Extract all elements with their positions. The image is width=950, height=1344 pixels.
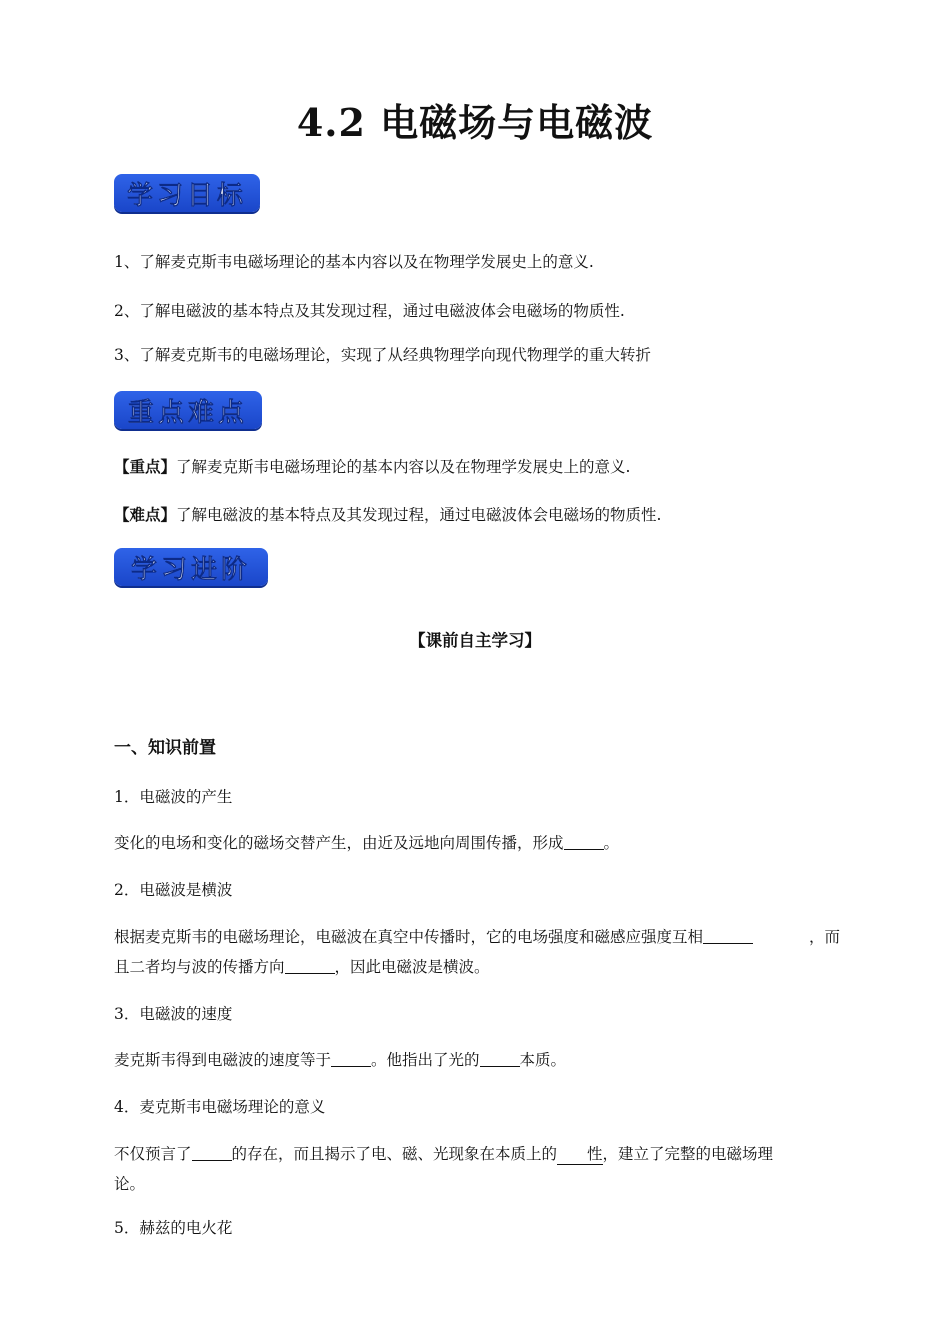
part1-heading: 一、知识前置 (114, 738, 216, 758)
item2-text-a: 根据麦克斯韦的电磁场理论，电磁波在真空中传播时，它的电场强度和磁感应强度互相 (114, 928, 704, 946)
item4-text-line1 (114, 1139, 840, 1169)
fill-blank[interactable] (564, 831, 604, 850)
item3-title: 3．电磁波的速度 (114, 1005, 233, 1023)
item2-text-line2 (114, 952, 840, 982)
objectives-badge: 学习目标 (114, 174, 260, 212)
fill-blank[interactable] (285, 955, 335, 974)
difficulty-line (114, 500, 840, 530)
item3-text-c: 本质。 (519, 1051, 567, 1069)
item3-text-a: 麦克斯韦得到电磁波的速度等于 (114, 1051, 332, 1069)
item4-text-a: 不仅预言了 (114, 1145, 192, 1163)
fill-blank[interactable] (703, 925, 753, 944)
item4-text-line2: 论。 (114, 1175, 146, 1193)
item1-text-b: 。 (603, 834, 620, 852)
item1-text-a: 变化的电场和变化的磁场交替产生，由近及远地向周围传播，形成 (114, 834, 564, 852)
fill-blank[interactable] (480, 1048, 520, 1067)
item2-text-c: 且二者均与波的传播方向 (114, 958, 285, 976)
item2-text-line1 (114, 922, 840, 952)
difficulty-label: 【难点】 (114, 505, 177, 524)
item2-text-d: ，因此电磁波是横波。 (334, 958, 490, 976)
section-title: 【课前自主学习】 (409, 631, 541, 650)
objective-3: 3、了解麦克斯韦的电磁场理论，实现了从经典物理学向现代物理学的重大转折 (114, 346, 651, 364)
fill-blank-with-suffix[interactable]: 性 (557, 1144, 603, 1165)
item5-title: 5．赫兹的电火花 (114, 1219, 233, 1237)
item3-text (114, 1045, 840, 1075)
difficulty-text: 了解电磁波的基本特点及其发现过程，通过电磁波体会电磁场的物质性. (176, 506, 662, 524)
key-points-badge: 重点难点 (114, 391, 262, 429)
page-title: 4.2 电磁场与电磁波 (296, 100, 654, 145)
item4-title: 4．麦克斯韦电磁场理论的意义 (114, 1098, 326, 1116)
focus-text: 了解麦克斯韦电磁场理论的基本内容以及在物理学发展史上的意义. (176, 458, 631, 476)
item3-text-b: 。他指出了光的 (371, 1051, 480, 1069)
item4-text-b: 的存在，而且揭示了电、磁、光现象在本质上的 (231, 1145, 558, 1163)
fill-blank[interactable] (331, 1048, 371, 1067)
focus-line (114, 452, 840, 482)
objective-1: 1、了解麦克斯韦电磁场理论的基本内容以及在物理学发展史上的意义. (114, 253, 594, 271)
fill-blank[interactable] (192, 1142, 232, 1161)
objective-2: 2、了解电磁波的基本特点及其发现过程，通过电磁波体会电磁场的物质性. (114, 302, 625, 320)
item4-text-c: ，建立了完整的电磁场理 (602, 1145, 774, 1163)
advanced-badge: 学习进阶 (114, 548, 268, 586)
item2-title: 2．电磁波是横波 (114, 881, 233, 899)
item2-text-b: ，而 (808, 928, 840, 946)
item1-title: 1．电磁波的产生 (114, 788, 233, 806)
item1-text (114, 828, 840, 858)
focus-label: 【重点】 (114, 457, 177, 476)
